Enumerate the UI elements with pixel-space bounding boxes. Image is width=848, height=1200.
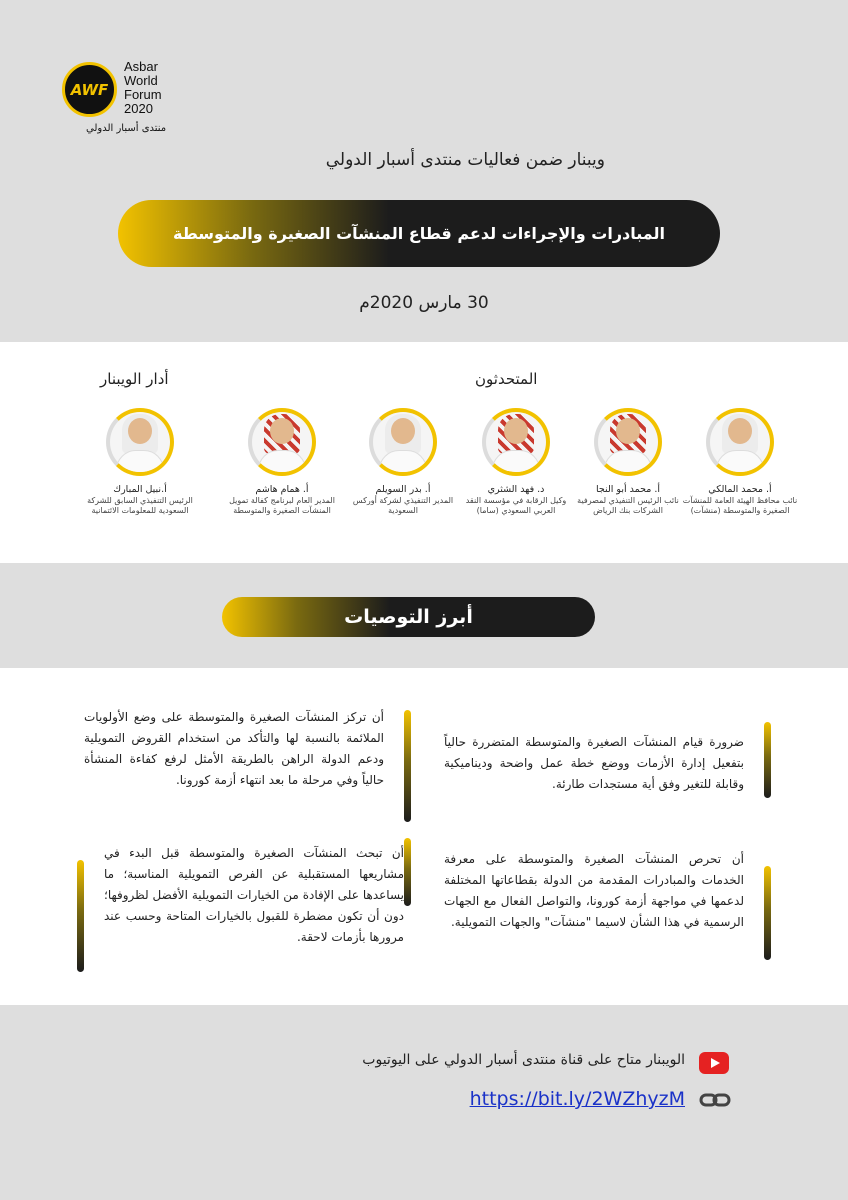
recommendation-accent-bar (764, 722, 771, 798)
speaker-role: نائب محافظ الهيئة العامة للمنشآت الصغيرة والمتوسطة (منشآت) (682, 496, 798, 515)
recommendation-item: أن تحرص المنشآت الصغيرة والمتوسطة على معرفة الخدمات والمبادرات المقدمة من الدولة بقطاعاتها المختلفة لدعمها في مواجهة أزمة كورونا، والتواصل الفعال مع الجهات الرسمية في هذا الشأن لاسيما "منشآت" والجهات التمويلية. (444, 852, 744, 929)
recommendation-item: أن تركز المنشآت الصغيرة والمتوسطة على وضع الأولويات الملائمة بالنسبة لها والتأكد من استخدام القروض التمويلية ودعم الدولة الراهن بالطريقة الأمثل لرفع كفاءة المنشأة حالياً وفي مرحلة ما بعد انتهاء أزمة كورونا. (84, 710, 384, 787)
speaker-role: المدير التنفيذي لشركة أوركس السعودية (352, 496, 454, 515)
footer-youtube-text: الويبنار متاح على قناة منتدى أسبار الدولي على اليوتيوب (362, 1052, 685, 1068)
logo-arabic-text: منتدى أسبار الدولي (86, 123, 167, 134)
moderator-photo (106, 408, 174, 476)
speaker-name: أ. بدر السويلم (375, 484, 431, 495)
speaker-role: وكيل الرقابة في مؤسسة النقد العربي السعودي (ساما) (465, 496, 567, 515)
speaker-role: نائب الرئيس التنفيذي لمصرفية الشركات بنك الرياض (577, 496, 679, 515)
moderator-name: أ.نبيل المبارك (113, 484, 167, 495)
speaker-card (343, 408, 463, 516)
speakers-heading: المتحدثون (475, 370, 538, 388)
recommendations-title: أبرز التوصيات (344, 606, 473, 628)
recommendation-item: ضرورة قيام المنشآت الصغيرة والمتوسطة المتضررة حالياً بتفعيل إدارة الأزمات ووضع خطة عمل واضحة وديناميكية وقابلة للتغير وفق أية مستجدات طارئة. (444, 735, 744, 791)
header-band (0, 0, 848, 342)
speaker-name: أ. محمد المالكي (708, 484, 772, 495)
youtube-link[interactable]: https://bit.ly/2WZhyzM (469, 1088, 685, 1110)
speaker-photo (594, 408, 662, 476)
speaker-card (222, 408, 342, 516)
speaker-name: أ. محمد أبو النجا (595, 484, 661, 495)
speaker-photo (706, 408, 774, 476)
recommendations-banner (222, 597, 595, 637)
recommendation-item: أن تبحث المنشآت الصغيرة والمتوسطة قبل البدء في مشاريعها المستقبلية عن الفرص التمويلية المناسبة؛ ما يساعدها على الإفادة من الخيارات التمويلية الأفضل لظروفها؛ دون أن تكون مضطرة للقبول بالخيارات المتاحة وحسب عند مرورها بأزمات لاحقة. (104, 846, 404, 944)
youtube-icon (699, 1052, 729, 1074)
recommendation-accent-bar (404, 710, 411, 822)
recommendation-accent-bar (77, 860, 84, 972)
speaker-card (568, 408, 688, 516)
speaker-card (680, 408, 800, 516)
title-banner (118, 200, 720, 267)
recommendation-accent-bar (764, 866, 771, 960)
speaker-card (456, 408, 576, 516)
speaker-role: المدير العام لبرنامج كفالة تمويل المنشآت الصغيرة والمتوسطة (229, 496, 335, 515)
awf-logo-icon: AWF (62, 62, 117, 117)
recommendation-accent-bar (404, 838, 411, 906)
moderator-role: الرئيس التنفيذي السابق للشركة السعودية للمعلومات الائتمانية (87, 496, 193, 515)
moderator-heading: أدار الويبنار (100, 370, 169, 388)
speaker-photo (248, 408, 316, 476)
speaker-name: د. فهد الشثري (487, 484, 545, 495)
page-subtitle: ويبنار ضمن فعاليات منتدى أسبار الدولي (325, 150, 605, 170)
link-icon (699, 1092, 731, 1108)
page-title: المبادرات والإجراءات لدعم قطاع المنشآت الصغيرة والمتوسطة (172, 224, 666, 243)
asbar-logo (62, 59, 192, 142)
event-date: 30 مارس 2020م (359, 293, 489, 313)
speaker-photo (482, 408, 550, 476)
speaker-photo (369, 408, 437, 476)
moderator-card (80, 408, 200, 516)
logo-text: Asbar World Forum 2020 (124, 59, 162, 116)
speaker-name: أ. همام هاشم (255, 484, 309, 495)
